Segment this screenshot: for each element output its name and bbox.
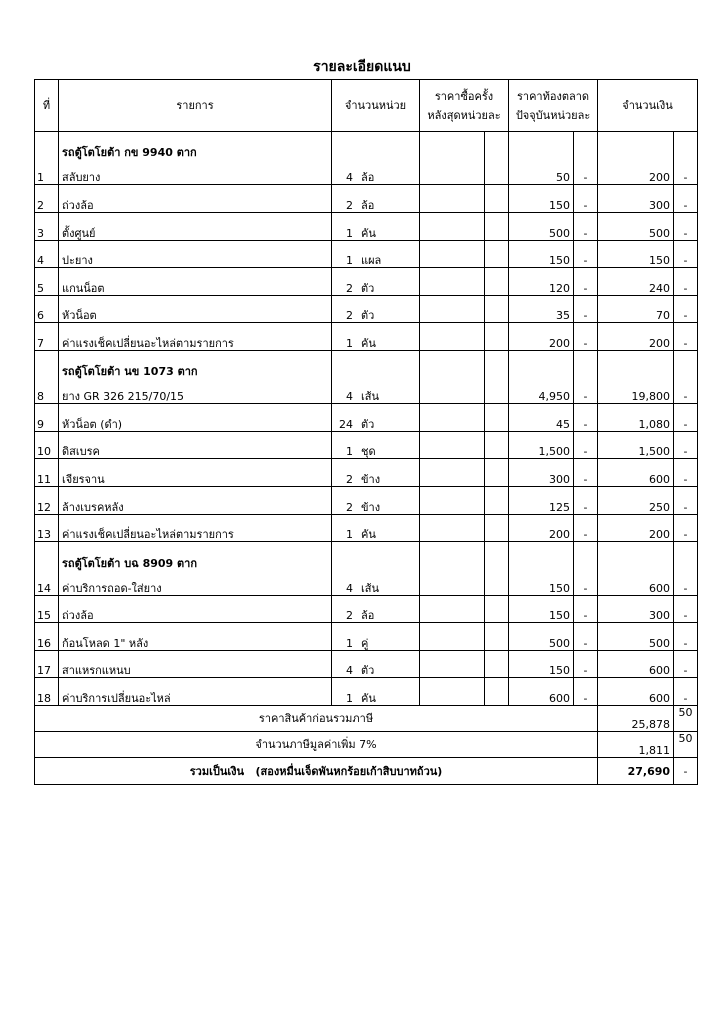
- market-price-satang: -: [574, 213, 598, 241]
- market-price-satang: -: [574, 514, 598, 542]
- last-price-cell: [420, 650, 485, 678]
- qty-cell: [332, 514, 420, 542]
- market-price: 35: [509, 295, 574, 323]
- last-price-satang-cell: [485, 404, 509, 432]
- last-price-satang-cell: [485, 459, 509, 487]
- row-number: 9: [35, 404, 59, 432]
- amount: 600: [598, 542, 674, 595]
- market-price-satang: -: [574, 678, 598, 706]
- last-price-satang-cell: [485, 678, 509, 706]
- item-name: สาแหรกแหนบ: [62, 664, 131, 678]
- item-name: ค่าแรงเช็คเปลี่ยนอะไหล่ตามรายการ: [62, 528, 234, 542]
- last-price-cell: [420, 132, 485, 185]
- qty-cell: [332, 431, 420, 459]
- header-last-price: [420, 80, 509, 132]
- table-row: [35, 295, 698, 323]
- item-cell: [59, 678, 332, 706]
- row-number: 2: [35, 185, 59, 213]
- item-name: หัวน็อต: [62, 309, 97, 323]
- subtotal-row: [35, 706, 698, 732]
- qty-unit: คัน: [361, 528, 376, 542]
- item-name: ถ่วงล้อ: [62, 199, 94, 213]
- qty-unit: คัน: [361, 226, 376, 240]
- amount: 1,500: [598, 431, 674, 459]
- item-name: สลับยาง: [62, 171, 101, 185]
- amount-satang: -: [674, 240, 698, 268]
- qty-number: 4: [346, 581, 353, 595]
- item-name: ตั้งศูนย์: [62, 226, 96, 240]
- row-number: 6: [35, 295, 59, 323]
- qty-cell: [332, 542, 420, 595]
- qty-number: 1: [346, 226, 353, 240]
- amount: 250: [598, 487, 674, 515]
- qty-unit: ชุด: [361, 445, 376, 459]
- qty-number: 4: [346, 171, 353, 185]
- qty-unit: ล้อ: [361, 609, 375, 623]
- amount-satang: -: [674, 350, 698, 403]
- amount-satang: -: [674, 542, 698, 595]
- table-row: [35, 213, 698, 241]
- last-price-satang-cell: [485, 650, 509, 678]
- amount: 150: [598, 240, 674, 268]
- market-price: 150: [509, 185, 574, 213]
- item-cell: [59, 404, 332, 432]
- market-price: 150: [509, 542, 574, 595]
- document-title: รายละเอียดแนบ: [313, 59, 411, 75]
- amount-satang: -: [674, 514, 698, 542]
- last-price-satang-cell: [485, 487, 509, 515]
- item-name: ปะยาง: [62, 254, 93, 268]
- amount: 300: [598, 595, 674, 623]
- amount: 200: [598, 514, 674, 542]
- qty-unit: คัน: [361, 692, 376, 705]
- table-row: [35, 323, 698, 351]
- row-number: 17: [35, 650, 59, 678]
- last-price-satang-cell: [485, 132, 509, 185]
- qty-cell: [332, 213, 420, 241]
- table-row: [35, 514, 698, 542]
- amount-satang: -: [674, 487, 698, 515]
- item-name: ค่าบริการเปลี่ยนอะไหล่: [62, 692, 171, 705]
- item-cell: [59, 185, 332, 213]
- qty-cell: [332, 240, 420, 268]
- item-name: ดิสเบรค: [62, 445, 100, 459]
- last-price-satang-cell: [485, 623, 509, 651]
- item-cell: [59, 132, 332, 185]
- amount: 500: [598, 213, 674, 241]
- last-price-satang-cell: [485, 240, 509, 268]
- table-row: [35, 650, 698, 678]
- header-amount: จำนวนเงิน: [598, 80, 698, 132]
- item-cell: [59, 240, 332, 268]
- qty-number: 2: [346, 500, 353, 514]
- qty-cell: [332, 459, 420, 487]
- market-price: 300: [509, 459, 574, 487]
- table-body: [35, 132, 698, 706]
- market-price: 600: [509, 678, 574, 706]
- qty-unit: เส้น: [361, 581, 379, 595]
- market-price: 200: [509, 323, 574, 351]
- qty-number: 4: [346, 664, 353, 678]
- last-price-satang-cell: [485, 514, 509, 542]
- market-price: 120: [509, 268, 574, 296]
- qty-cell: [332, 132, 420, 185]
- header-market-price-line2: ปัจจุบันหน่วยละ: [515, 108, 591, 122]
- vat-amount: 1,811: [598, 732, 674, 758]
- market-price-satang: -: [574, 185, 598, 213]
- market-price-satang: -: [574, 595, 598, 623]
- market-price-satang: -: [574, 240, 598, 268]
- amount: 600: [598, 678, 674, 706]
- qty-number: 1: [346, 254, 353, 268]
- item-cell: [59, 487, 332, 515]
- market-price: 150: [509, 595, 574, 623]
- last-price-cell: [420, 487, 485, 515]
- market-price-satang: -: [574, 542, 598, 595]
- table-row: [35, 431, 698, 459]
- item-cell: [59, 431, 332, 459]
- amount: 500: [598, 623, 674, 651]
- last-price-cell: [420, 323, 485, 351]
- last-price-satang-cell: [485, 431, 509, 459]
- market-price: 1,500: [509, 431, 574, 459]
- vat-satang: 50: [674, 732, 698, 758]
- last-price-cell: [420, 404, 485, 432]
- amount: 240: [598, 268, 674, 296]
- market-price: 150: [509, 240, 574, 268]
- item-cell: [59, 323, 332, 351]
- qty-cell: [332, 185, 420, 213]
- table-row: [35, 132, 698, 185]
- amount-satang: -: [674, 404, 698, 432]
- amount: 1,080: [598, 404, 674, 432]
- amount-satang: -: [674, 650, 698, 678]
- market-price-satang: -: [574, 350, 598, 403]
- qty-number: 2: [346, 309, 353, 323]
- item-name: ค่าแรงเช็คเปลี่ยนอะไหล่ตามรายการ: [62, 336, 234, 350]
- last-price-satang-cell: [485, 542, 509, 595]
- qty-unit: ล้อ: [361, 171, 375, 185]
- amount-satang: -: [674, 295, 698, 323]
- qty-cell: [332, 404, 420, 432]
- amount-satang: -: [674, 132, 698, 185]
- qty-number: 2: [346, 609, 353, 623]
- header-last-price-line1: ราคาซื้อครั้ง: [434, 89, 494, 103]
- market-price-satang: -: [574, 431, 598, 459]
- table-row: [35, 487, 698, 515]
- amount-satang: -: [674, 459, 698, 487]
- qty-cell: [332, 268, 420, 296]
- amount-satang: -: [674, 185, 698, 213]
- qty-number: 2: [346, 281, 353, 295]
- market-price-satang: -: [574, 459, 598, 487]
- amount: 19,800: [598, 350, 674, 403]
- qty-number: 1: [346, 636, 353, 650]
- table-row: [35, 678, 698, 706]
- group-title: รถตู้โตโยต้า บฉ 8909 ตาก: [62, 556, 197, 570]
- qty-cell: [332, 323, 420, 351]
- row-number: 16: [35, 623, 59, 651]
- total-amount: 27,690: [598, 758, 674, 785]
- last-price-satang-cell: [485, 295, 509, 323]
- item-cell: [59, 350, 332, 403]
- qty-unit: เส้น: [361, 390, 379, 404]
- subtotal-label: ราคาสินค้าก่อนรวมภาษี: [35, 706, 598, 732]
- table-row: [35, 240, 698, 268]
- vat-label: จำนวนภาษีมูลค่าเพิ่ม 7%: [35, 732, 598, 758]
- item-cell: [59, 650, 332, 678]
- item-cell: [59, 623, 332, 651]
- item-cell: [59, 268, 332, 296]
- qty-unit: แผล: [361, 254, 382, 268]
- row-number: 5: [35, 268, 59, 296]
- qty-number: 1: [346, 445, 353, 459]
- item-cell: [59, 542, 332, 595]
- qty-cell: [332, 595, 420, 623]
- market-price-satang: -: [574, 323, 598, 351]
- market-price: 150: [509, 650, 574, 678]
- subtotal-amount: 25,878: [598, 706, 674, 732]
- amount-satang: -: [674, 431, 698, 459]
- qty-number: 1: [346, 528, 353, 542]
- amount: 600: [598, 459, 674, 487]
- item-name: ถ่วงล้อ: [62, 609, 94, 623]
- qty-unit: ล้อ: [361, 199, 375, 213]
- last-price-satang-cell: [485, 213, 509, 241]
- qty-unit: คัน: [361, 336, 376, 350]
- qty-unit: ตัว: [361, 309, 375, 323]
- last-price-satang-cell: [485, 185, 509, 213]
- amount-satang: -: [674, 595, 698, 623]
- item-name: หัวน็อต (ดำ): [62, 417, 123, 431]
- qty-unit: ตัว: [361, 664, 375, 678]
- qty-unit: คู่: [361, 636, 369, 650]
- amount-satang: -: [674, 678, 698, 706]
- row-number: 13: [35, 514, 59, 542]
- row-number: 11: [35, 459, 59, 487]
- market-price: 500: [509, 623, 574, 651]
- header-market-price: [509, 80, 598, 132]
- qty-number: 2: [346, 199, 353, 213]
- qty-number: 1: [346, 336, 353, 350]
- qty-cell: [332, 295, 420, 323]
- market-price-satang: -: [574, 404, 598, 432]
- group-title: รถตู้โตโยต้า นข 1073 ตาก: [62, 365, 198, 379]
- last-price-satang-cell: [485, 350, 509, 403]
- qty-number: 4: [346, 390, 353, 404]
- header-no: ที่: [35, 80, 59, 132]
- last-price-satang-cell: [485, 595, 509, 623]
- amount: 70: [598, 295, 674, 323]
- qty-cell: [332, 678, 420, 706]
- market-price: 500: [509, 213, 574, 241]
- amount-satang: -: [674, 323, 698, 351]
- qty-unit: ตัว: [361, 417, 375, 431]
- item-name: ค่าบริการถอด-ใส่ยาง: [62, 581, 162, 595]
- amount-satang: -: [674, 623, 698, 651]
- qty-unit: ข้าง: [361, 473, 381, 487]
- item-name: แกนน็อต: [62, 281, 105, 295]
- row-number: 8: [35, 350, 59, 403]
- total-label: รวมเป็นเงิน (สองหมื่นเจ็ดพันหกร้อยเก้าสิบบาทถ้วน): [35, 758, 598, 785]
- row-number: 7: [35, 323, 59, 351]
- row-number: 18: [35, 678, 59, 706]
- table-row: [35, 185, 698, 213]
- item-cell: [59, 213, 332, 241]
- table-row: [35, 595, 698, 623]
- qty-unit: ตัว: [361, 281, 375, 295]
- last-price-cell: [420, 542, 485, 595]
- last-price-cell: [420, 514, 485, 542]
- last-price-cell: [420, 459, 485, 487]
- table-row: [35, 542, 698, 595]
- market-price: 4,950: [509, 350, 574, 403]
- market-price: 50: [509, 132, 574, 185]
- item-cell: [59, 514, 332, 542]
- detail-table: [34, 79, 698, 785]
- row-number: 12: [35, 487, 59, 515]
- amount-satang: -: [674, 213, 698, 241]
- market-price-satang: -: [574, 650, 598, 678]
- amount: 200: [598, 323, 674, 351]
- last-price-cell: [420, 623, 485, 651]
- last-price-cell: [420, 678, 485, 706]
- header-item: รายการ: [59, 80, 332, 132]
- market-price: 45: [509, 404, 574, 432]
- market-price-satang: -: [574, 295, 598, 323]
- last-price-satang-cell: [485, 323, 509, 351]
- last-price-cell: [420, 595, 485, 623]
- market-price: 200: [509, 514, 574, 542]
- market-price-satang: -: [574, 623, 598, 651]
- item-cell: [59, 459, 332, 487]
- total-satang: -: [674, 758, 698, 785]
- item-cell: [59, 295, 332, 323]
- amount-satang: -: [674, 268, 698, 296]
- last-price-cell: [420, 185, 485, 213]
- market-price-satang: -: [574, 132, 598, 185]
- qty-cell: [332, 623, 420, 651]
- qty-number: 2: [346, 473, 353, 487]
- row-number: 10: [35, 431, 59, 459]
- header-market-price-line1: ราคาท้องตลาด: [516, 89, 590, 103]
- row-number: 15: [35, 595, 59, 623]
- total-row: [35, 758, 698, 785]
- last-price-satang-cell: [485, 268, 509, 296]
- header-row: [35, 80, 698, 132]
- qty-number: 1: [346, 692, 353, 705]
- vat-row: [35, 732, 698, 758]
- last-price-cell: [420, 431, 485, 459]
- qty-cell: [332, 487, 420, 515]
- amount: 200: [598, 132, 674, 185]
- group-title: รถตู้โตโยต้า กข 9940 ตาก: [62, 146, 197, 160]
- row-number: 3: [35, 213, 59, 241]
- item-cell: [59, 595, 332, 623]
- item-name: ยาง GR 326 215/70/15: [62, 390, 185, 404]
- row-number: 14: [35, 542, 59, 595]
- table-row: [35, 350, 698, 403]
- header-last-price-line2: หลังสุดหน่วยละ: [427, 108, 501, 122]
- item-name: ก้อนโหลด 1" หลัง: [62, 636, 149, 650]
- table-row: [35, 404, 698, 432]
- row-number: 4: [35, 240, 59, 268]
- table-row: [35, 268, 698, 296]
- qty-cell: [332, 350, 420, 403]
- row-number: 1: [35, 132, 59, 185]
- last-price-cell: [420, 240, 485, 268]
- qty-number: 24: [339, 417, 353, 431]
- market-price-satang: -: [574, 268, 598, 296]
- table-row: [35, 459, 698, 487]
- market-price: 125: [509, 487, 574, 515]
- table-row: [35, 623, 698, 651]
- last-price-cell: [420, 268, 485, 296]
- amount: 600: [598, 650, 674, 678]
- header-qty: จำนวนหน่วย: [332, 80, 420, 132]
- qty-unit: ข้าง: [361, 500, 381, 514]
- subtotal-satang: 50: [674, 706, 698, 732]
- last-price-cell: [420, 350, 485, 403]
- item-name: เจียรจาน: [62, 473, 105, 487]
- item-name: ล้างเบรคหลัง: [62, 500, 124, 514]
- amount: 300: [598, 185, 674, 213]
- last-price-cell: [420, 213, 485, 241]
- qty-cell: [332, 650, 420, 678]
- market-price-satang: -: [574, 487, 598, 515]
- last-price-cell: [420, 295, 485, 323]
